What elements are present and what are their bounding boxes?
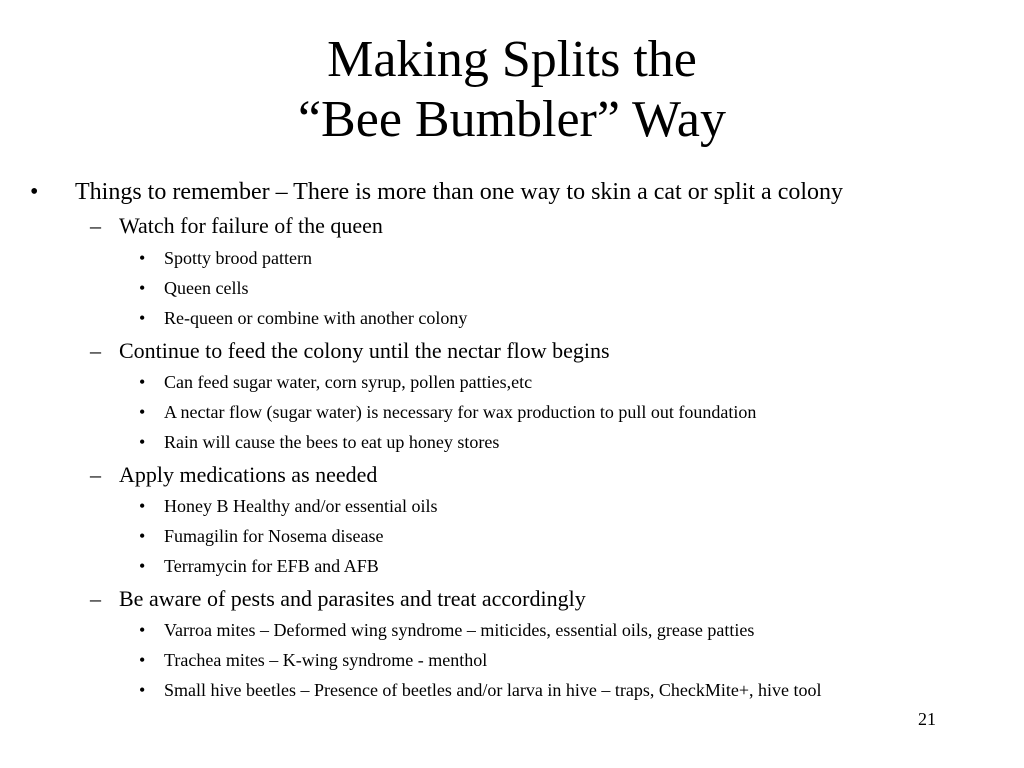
dash-marker: –: [90, 462, 101, 487]
list-item-text: Varroa mites – Deformed wing syndrome – miticides, essential oils, grease patties: [164, 620, 755, 640]
title-line-2: “Bee Bumbler” Way: [297, 91, 727, 148]
section-heading-text: Watch for failure of the queen: [119, 213, 383, 238]
list-item-text: Queen cells: [164, 278, 249, 298]
list-item-text: Spotty brood pattern: [164, 248, 312, 268]
list-item-text: Rain will cause the bees to eat up honey stores: [164, 432, 500, 452]
bullet-marker: •: [139, 650, 146, 670]
list-item-text: Re-queen or combine with another colony: [164, 308, 468, 328]
bullet-marker: •: [30, 179, 39, 205]
bullet-marker: •: [139, 372, 146, 392]
section-heading-text: Apply medications as needed: [119, 462, 378, 487]
list-item-text: Small hive beetles – Presence of beetles and/or larva in hive – traps, CheckMite+, hive tool: [164, 680, 822, 700]
bullet-marker: •: [139, 496, 146, 516]
section-heading-text: Be aware of pests and parasites and treat accordingly: [119, 586, 586, 611]
main-point-text: Things to remember – There is more than one way to skin a cat or split a colony: [75, 179, 844, 205]
bullet-marker: •: [139, 308, 146, 328]
list-item-text: Can feed sugar water, corn syrup, pollen patties,etc: [164, 372, 533, 392]
list-item-text: A nectar flow (sugar water) is necessary for wax production to pull out foundation: [164, 402, 757, 422]
dash-marker: –: [90, 586, 101, 611]
bullet-marker: •: [139, 278, 146, 298]
list-item-text: Terramycin for EFB and AFB: [164, 556, 379, 576]
dash-marker: –: [90, 338, 101, 363]
section-heading-text: Continue to feed the colony until the nectar flow begins: [119, 338, 610, 363]
bullet-marker: •: [139, 680, 146, 700]
bullet-marker: •: [139, 526, 146, 546]
bullet-marker: •: [139, 248, 146, 268]
bullet-marker: •: [139, 556, 146, 576]
bullet-marker: •: [139, 402, 146, 422]
bullet-marker: •: [139, 432, 146, 452]
list-item-text: Fumagilin for Nosema disease: [164, 526, 384, 546]
title-line-1: Making Splits the: [327, 31, 697, 88]
list-item-text: Honey B Healthy and/or essential oils: [164, 496, 438, 516]
list-item-text: Trachea mites – K-wing syndrome - menthol: [164, 650, 488, 670]
page-number: 21: [918, 709, 936, 729]
bullet-marker: •: [139, 620, 146, 640]
dash-marker: –: [90, 213, 101, 238]
